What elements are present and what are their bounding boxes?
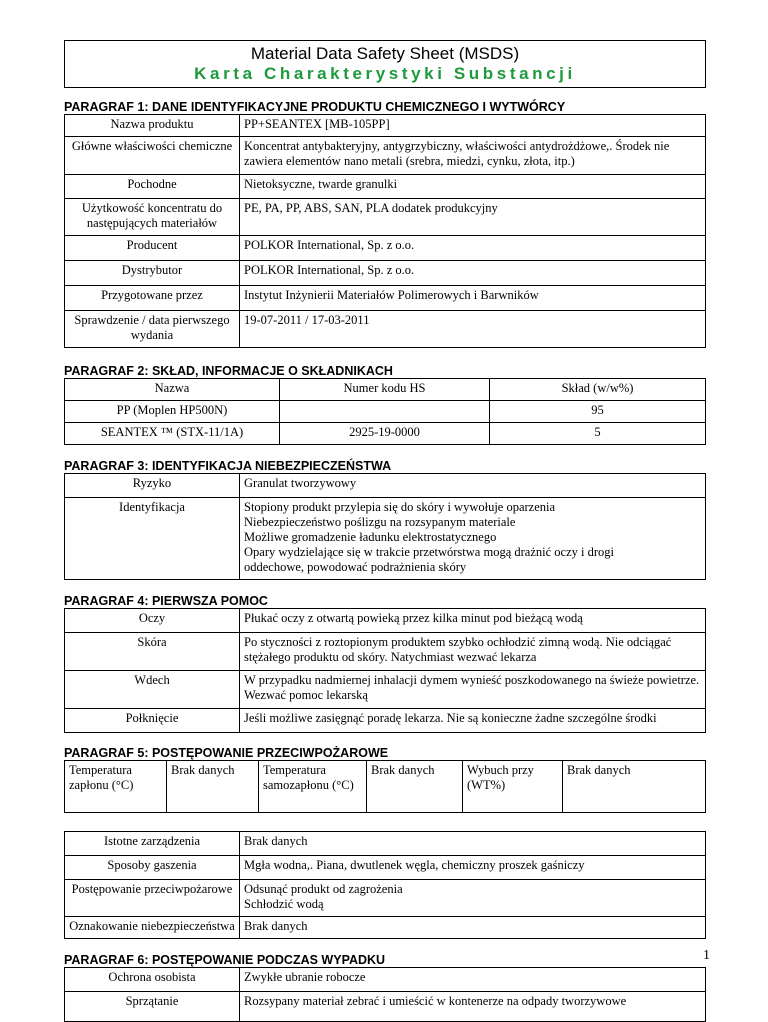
identification-line: Możliwe gromadzenie ładunku elektrostatycznego [244, 530, 497, 544]
table-row [65, 311, 706, 348]
section-5-table [64, 831, 706, 939]
section-5-heading: PARAGRAF 5: POSTĘPOWANIE PRZECIWPOŻAROWE [64, 746, 389, 760]
row-label: Oznakowanie niebezpieczeństwa [65, 917, 240, 939]
row-label: Identyfikacja [65, 498, 240, 580]
table-row [65, 261, 706, 286]
row-label: Sprawdzenie / data pierwszego wydania [65, 311, 240, 348]
section-6-heading: PARAGRAF 6: POSTĘPOWANIE PODCZAS WYPADKU [64, 953, 386, 967]
column-header: Skład (w/w%) [490, 379, 706, 401]
section-4-heading: PARAGRAF 4: PIERWSZA POMOC [64, 594, 268, 608]
column-header: Numer kodu HS [280, 379, 490, 401]
row-value [240, 498, 706, 580]
identification-line: Niebezpieczeństwo poślizgu na rozsypanym materiale [244, 515, 516, 529]
row-value: Jeśli możliwe zasięgnąć poradę lekarza. Nie są konieczne żadne szczególne środki [240, 709, 706, 733]
procedure-line: Odsunąć produkt od zagrożenia [244, 882, 403, 896]
row-value: PP+SEANTEX [MB-105PP] [240, 115, 706, 137]
row-label: Ryzyko [65, 474, 240, 498]
autoignition-label: Temperatura samozapłonu (°C) [259, 761, 367, 813]
row-label: Oczy [65, 609, 240, 633]
row-value [240, 880, 706, 917]
explosion-label: Wybuch przy (WT%) [463, 761, 563, 813]
row-value: W przypadku nadmiernej inhalacji dymem wynieść poszkodowanego na świeże powietrze. Wezwać pomoc lekarską [240, 671, 706, 709]
identification-line: Opary wydzielające się w trakcie przetwórstwa mogą drażnić oczy i drogi oddechowe, powodować podrażnienia skóry [244, 545, 614, 574]
flash-point-value: Brak danych [167, 761, 259, 813]
section-1-table [64, 114, 706, 348]
table-row [65, 609, 706, 633]
row-label: Producent [65, 236, 240, 261]
row-label: Połknięcie [65, 709, 240, 733]
row-label: Pochodne [65, 175, 240, 199]
table-row [65, 709, 706, 733]
row-label: Postępowanie przeciwpożarowe [65, 880, 240, 917]
table-row [65, 286, 706, 311]
table-row [65, 671, 706, 709]
table-row [65, 968, 706, 992]
table-cell: SEANTEX ™ (STX-11/1A) [65, 423, 280, 445]
row-label: Nazwa produktu [65, 115, 240, 137]
column-header: Nazwa [65, 379, 280, 401]
row-value: Brak danych [240, 917, 706, 939]
table-row [65, 917, 706, 939]
row-value: Zwykłe ubranie robocze [240, 968, 706, 992]
row-value: POLKOR International, Sp. z o.o. [240, 236, 706, 261]
row-value: Brak danych [240, 832, 706, 856]
row-label: Wdech [65, 671, 240, 709]
table-row [65, 880, 706, 917]
section-6-table [64, 967, 706, 1022]
row-label: Istotne zarządzenia [65, 832, 240, 856]
section-2-heading: PARAGRAF 2: SKŁAD, INFORMACJE O SKŁADNIKACH [64, 364, 393, 378]
table-row [65, 137, 706, 175]
table-row [65, 401, 706, 423]
table-row [65, 199, 706, 236]
row-value: Instytut Inżynierii Materiałów Polimerowych i Barwników [240, 286, 706, 311]
table-row [65, 115, 706, 137]
procedure-line: Schłodzić wodą [244, 897, 324, 911]
table-row [65, 856, 706, 880]
document-page [64, 40, 706, 1022]
table-row [65, 633, 706, 671]
title-english: Material Data Safety Sheet (MSDS) [250, 44, 520, 63]
table-cell: 2925-19-0000 [280, 423, 490, 445]
section-4-table [64, 608, 706, 733]
table-row [65, 992, 706, 1022]
row-label: Użytkowość koncentratu do następujących materiałów [65, 199, 240, 236]
table-row [65, 832, 706, 856]
row-value: Koncentrat antybakteryjny, antygrzybiczny, właściwości antydrożdżowe,. Środek nie zawiera elementów nano metali (srebra, miedzi, cynku, złota, itp.) [240, 137, 706, 175]
page-number: 1 [703, 948, 710, 963]
section-3-heading: PARAGRAF 3: IDENTYFIKACJA NIEBEZPIECZEŃSTWA [64, 459, 392, 473]
row-label: Sprzątanie [65, 992, 240, 1022]
table-row [65, 498, 706, 580]
row-value: Po styczności z roztopionym produktem szybko ochłodzić zimną wodą. Nie odciągać stężałego produktu od skóry. Natychmiast wezwać lekarza [240, 633, 706, 671]
row-label: Skóra [65, 633, 240, 671]
table-cell: 95 [490, 401, 706, 423]
explosion-value: Brak danych [563, 761, 706, 813]
table-cell [280, 401, 490, 423]
row-value: PE, PA, PP, ABS, SAN, PLA dodatek produkcyjny [240, 199, 706, 236]
row-value: Rozsypany materiał zebrać i umieścić w kontenerze na odpady tworzywowe [240, 992, 706, 1022]
row-value: POLKOR International, Sp. z o.o. [240, 261, 706, 286]
table-row [65, 423, 706, 445]
row-label: Ochrona osobista [65, 968, 240, 992]
flash-point-label: Temperatura zapłonu (°C) [65, 761, 167, 813]
row-label: Przygotowane przez [65, 286, 240, 311]
row-label: Sposoby gaszenia [65, 856, 240, 880]
table-cell: 5 [490, 423, 706, 445]
row-label: Dystrybutor [65, 261, 240, 286]
table-header-row [65, 379, 706, 401]
row-value: Płukać oczy z otwartą powieką przez kilka minut pod bieżącą wodą [240, 609, 706, 633]
section-2-table [64, 378, 706, 445]
table-cell: PP (Moplen HP500N) [65, 401, 280, 423]
row-value: 19-07-2011 / 17-03-2011 [240, 311, 706, 348]
table-row [65, 236, 706, 261]
identification-line: Stopiony produkt przylepia się do skóry i wywołuje oparzenia [244, 500, 556, 514]
table-row [65, 175, 706, 199]
row-label: Główne właściwości chemiczne [65, 137, 240, 175]
title-polish: Karta Charakterystyki Substancji [194, 64, 576, 83]
row-value: Mgła wodna,. Piana, dwutlenek węgla, chemiczny proszek gaśniczy [240, 856, 706, 880]
autoignition-value: Brak danych [367, 761, 463, 813]
section-1-heading: PARAGRAF 1: DANE IDENTYFIKACYJNE PRODUKTU CHEMICZNEGO I WYTWÓRCY [64, 100, 566, 114]
table-row [65, 474, 706, 498]
row-value: Granulat tworzywowy [240, 474, 706, 498]
title-box [64, 40, 706, 88]
section-5-fire-table [64, 760, 706, 813]
table-row [65, 761, 706, 813]
row-value: Nietoksyczne, twarde granulki [240, 175, 706, 199]
section-3-table [64, 473, 706, 580]
